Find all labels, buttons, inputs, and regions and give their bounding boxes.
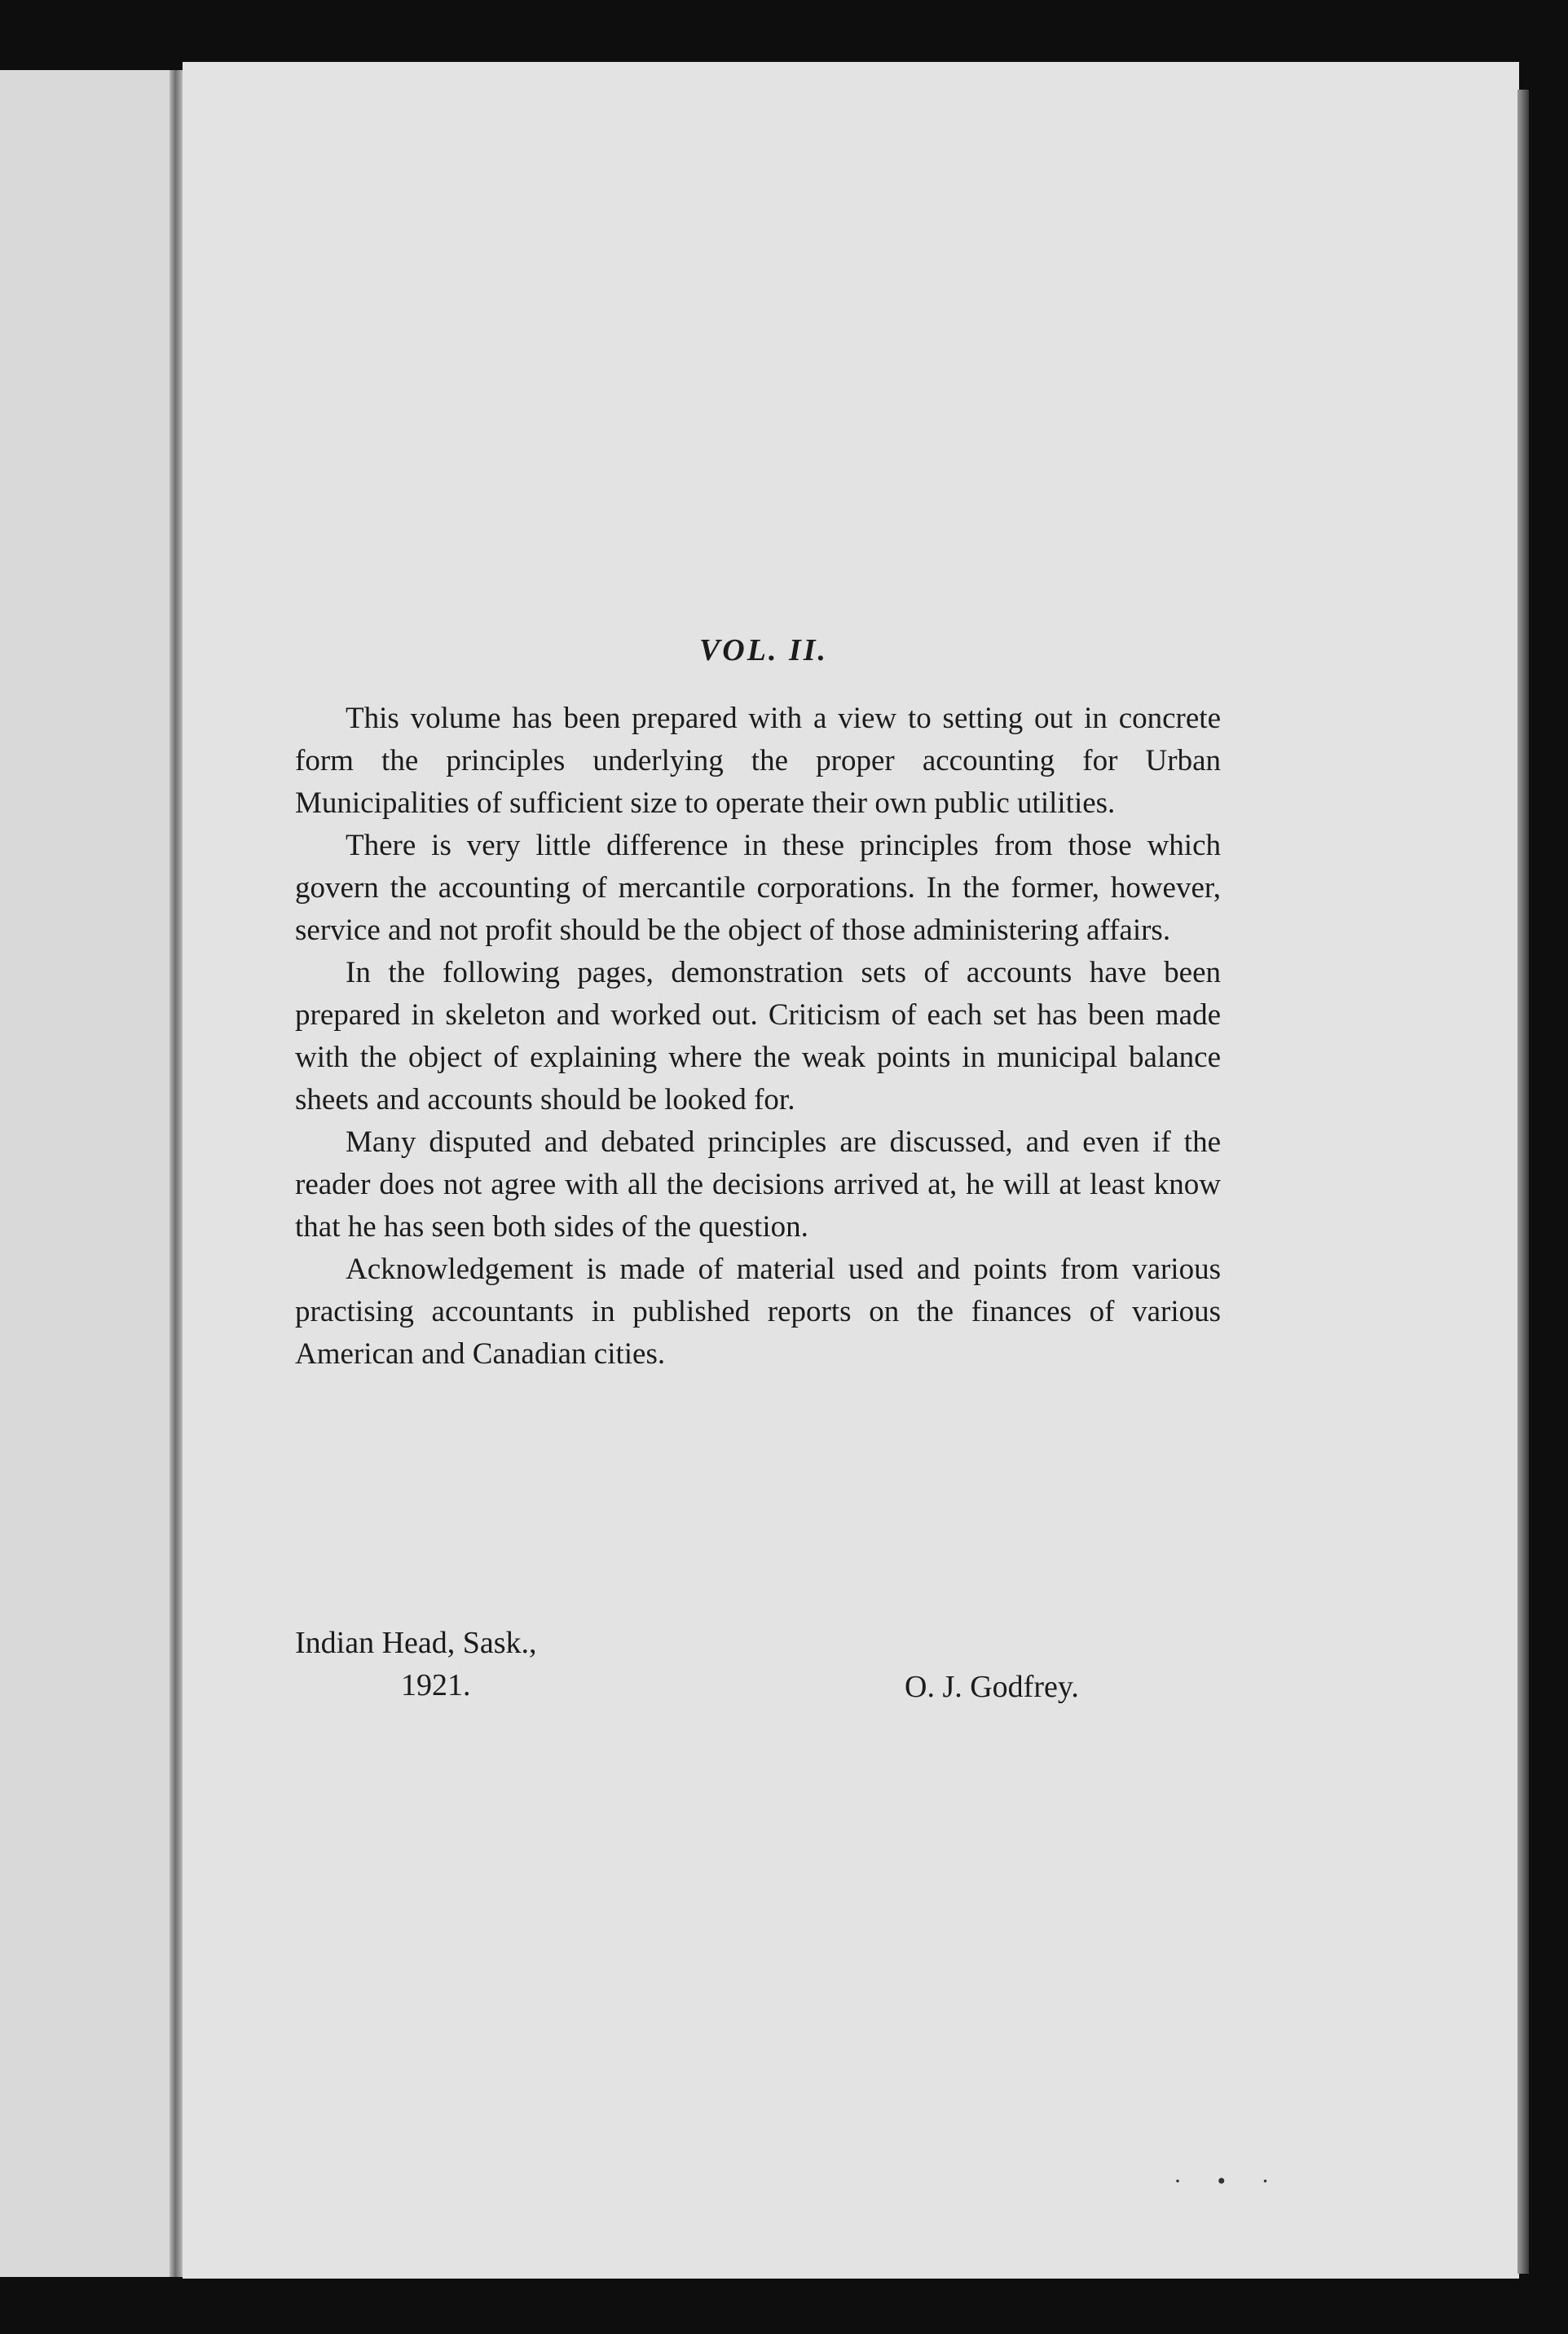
signature-place — [295, 1622, 537, 1706]
paragraph-1: This volume has been prepared with a view to setting out in concrete form the principles underlying the proper accounting for Urban Municipalities of sufficient size to operate their own public utilities. — [295, 702, 1221, 820]
volume-heading: VOL. II. — [698, 633, 829, 667]
author-signature: O. J. Godfrey. — [905, 1670, 1079, 1704]
signature-year: 1921. — [401, 1668, 471, 1702]
page-right-edge — [1517, 90, 1529, 2274]
preface-text — [295, 632, 1221, 1376]
paragraph-2: There is very little difference in these principles from those which govern the accounting of mercantile corporations. In the former, however, service and not profit should be the object of those administering affairs. — [295, 829, 1221, 947]
paragraph-5: Acknowledgement is made of material used and points from various practising accountants in published reports on the finances of various American and Canadian cities. — [295, 1253, 1221, 1371]
scan-specks: · • · — [1174, 2168, 1284, 2195]
paragraph-4: Many disputed and debated principles are discussed, and even if the reader does not agree with all the decisions arrived at, he will at least know that he has seen both sides of the question. — [295, 1125, 1221, 1244]
facing-page-edge — [0, 70, 173, 2277]
place-name: Indian Head, Sask., — [295, 1626, 537, 1660]
paragraph-3: In the following pages, demonstration sets of accounts have been prepared in skeleton and worked out. Criticism of each set has been made with the object of explaining where the weak points in municipal balance sheets and accounts should be looked for. — [295, 956, 1221, 1116]
